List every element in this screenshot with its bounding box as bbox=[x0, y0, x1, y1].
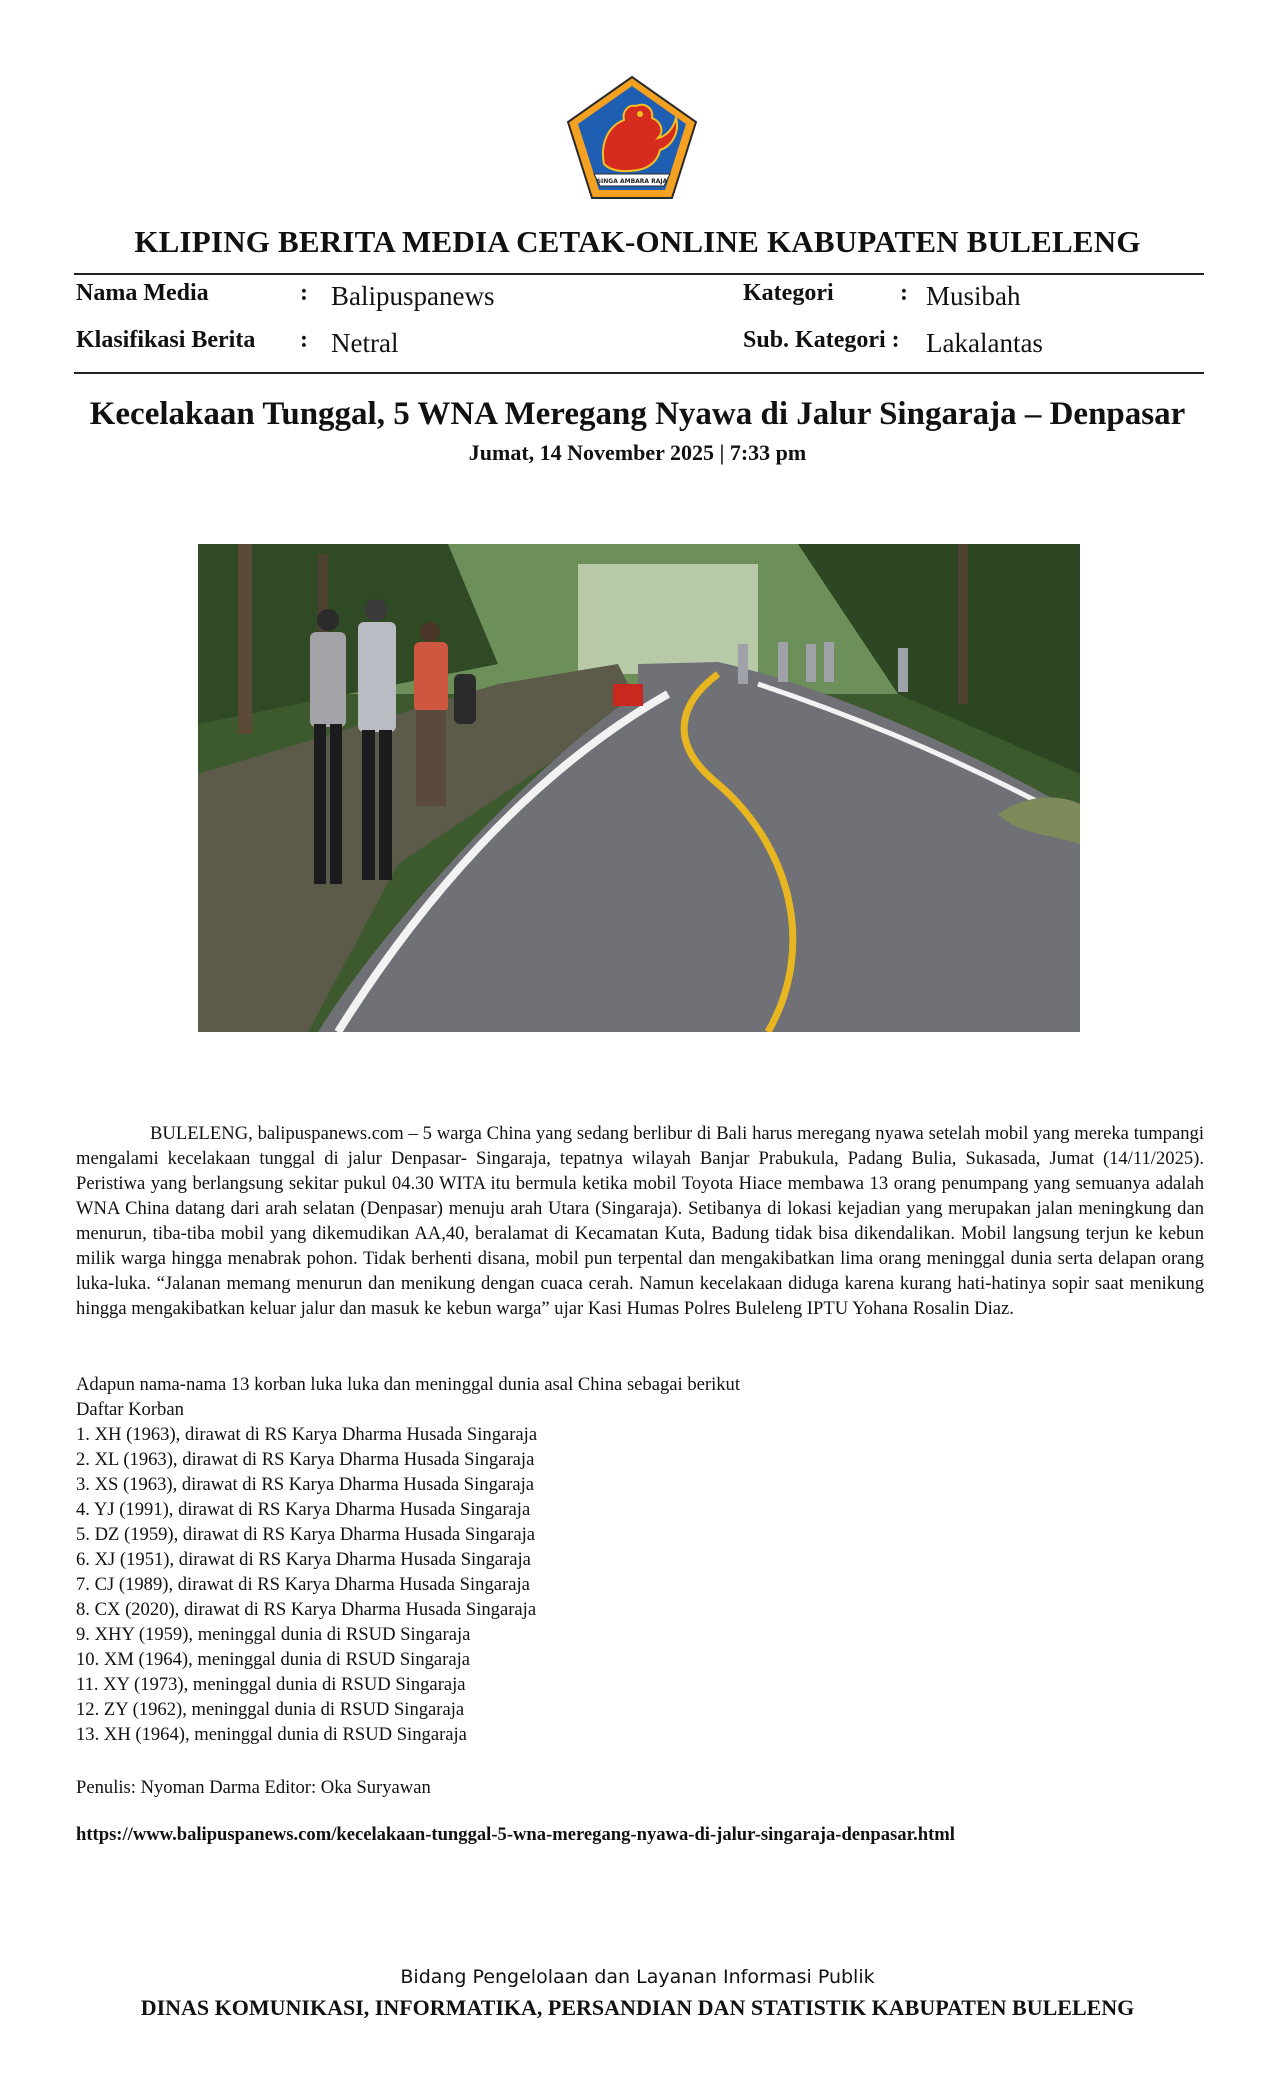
klasifikasi-label: Klasifikasi Berita bbox=[76, 327, 256, 353]
list-item: 11. XY (1973), meninggal dunia di RSUD Singaraja bbox=[76, 1674, 466, 1695]
list-title: Daftar Korban bbox=[76, 1399, 184, 1420]
nama-media-value: Balipuspanews bbox=[331, 281, 495, 311]
nama-media-colon: : bbox=[300, 280, 308, 306]
footer-department: Bidang Pengelolaan dan Layanan Informasi Publik bbox=[400, 1966, 875, 1988]
list-item: 9. XHY (1959), meninggal dunia di RSUD Singaraja bbox=[76, 1624, 471, 1645]
list-item: 13. XH (1964), meninggal dunia di RSUD Singaraja bbox=[76, 1724, 467, 1745]
list-item: 8. CX (2020), dirawat di RS Karya Dharma Husada Singaraja bbox=[76, 1599, 537, 1620]
source-url[interactable]: https://www.balipuspanews.com/kecelakaan-tunggal-5-wna-meregang-nyawa-di-jalur-singaraja-denpasar.html bbox=[76, 1824, 955, 1845]
sub-kategori-label: Sub. Kategori : bbox=[743, 327, 900, 353]
list-item: 6. XJ (1951), dirawat di RS Karya Dharma Husada Singaraja bbox=[76, 1549, 531, 1570]
list-item: 10. XM (1964), meninggal dunia di RSUD Singaraja bbox=[76, 1649, 471, 1670]
kategori-colon: : bbox=[900, 280, 908, 306]
list-item: 5. DZ (1959), dirawat di RS Karya Dharma Husada Singaraja bbox=[76, 1524, 536, 1545]
list-item: 12. ZY (1962), meninggal dunia di RSUD Singaraja bbox=[76, 1699, 465, 1720]
clipping-title: KLIPING BERITA MEDIA CETAK-ONLINE KABUPATEN BULELENG bbox=[134, 224, 1141, 259]
footer-agency: DINAS KOMUNIKASI, INFORMATIKA, PERSANDIAN DAN STATISTIK KABUPATEN BULELENG bbox=[140, 1995, 1135, 2020]
klasifikasi-colon: : bbox=[300, 327, 308, 353]
article-authors: Penulis: Nyoman Darma Editor: Oka Suryawan bbox=[76, 1777, 431, 1798]
divider-bottom bbox=[74, 372, 1204, 374]
kategori-label: Kategori bbox=[743, 280, 834, 306]
article-paragraph: BULELENG, balipuspanews.com – 5 warga China yang sedang berlibur di Bali harus meregang nyawa setelah mobil yang mereka tumpangi mengalami kecelakaan tunggal di jalur Denpasar- Singaraja, tepatnya wilayah Banjar Prabukula, Padang Bulia, Sukasada, Jumat (14/11/2025). Peristiwa yang berlangsung sekitar pukul 04.30 WITA itu bermula ketika mobil Toyota Hiace membawa 13 orang penumpang yang semuanya adalah WNA China datang dari arah selatan (Denpasar) menuju arah Utara (Singaraja). Setibanya di lokasi kejadian yang merupakan jalan meningkung dan menurun, tiba-tiba mobil yang dikemudikan AA,40, beralamat di Kecamatan Kuta, Badung tidak bisa dikendalikan. Mobil langsung terjun ke kebun milik warga hingga menabrak pohon. Tidak berhenti disana, mobil pun terpental dan mengakibatkan lima orang meninggal dunia serta delapan orang luka-luka. “Jalanan memang menurun dan menikung dengan cuaca cerah. Namun kecelakaan diduga karena kurang hati-hatinya sopir saat menikung hingga mengakibatkan keluar jalur dan masuk ke kebun warga” ujar Kasi Humas Polres Buleleng IPTU Yohana Rosalin Diaz. bbox=[76, 1123, 1204, 1319]
article-body bbox=[76, 1121, 1204, 1321]
list-item: 2. XL (1963), dirawat di RS Karya Dharma Husada Singaraja bbox=[76, 1449, 535, 1470]
list-item: 1. XH (1963), dirawat di RS Karya Dharma Husada Singaraja bbox=[76, 1424, 538, 1445]
sub-kategori-value: Lakalantas bbox=[926, 328, 1043, 358]
list-intro: Adapun nama-nama 13 korban luka luka dan meninggal dunia asal China sebagai berikut bbox=[76, 1374, 741, 1395]
article-headline: Kecelakaan Tunggal, 5 WNA Meregang Nyawa di Jalur Singaraja – Denpasar bbox=[89, 396, 1186, 432]
list-item: 7. CJ (1989), dirawat di RS Karya Dharma Husada Singaraja bbox=[76, 1574, 530, 1595]
klasifikasi-value: Netral bbox=[331, 328, 399, 358]
regency-logo bbox=[564, 74, 700, 202]
kategori-value: Musibah bbox=[926, 281, 1021, 311]
divider-top bbox=[74, 273, 1204, 275]
nama-media-label: Nama Media bbox=[76, 280, 209, 306]
article-photo bbox=[198, 544, 1080, 1032]
victim-list bbox=[76, 1372, 1204, 1747]
logo-motto: SINGA AMBARA RAJA bbox=[596, 178, 668, 185]
list-item: 3. XS (1963), dirawat di RS Karya Dharma Husada Singaraja bbox=[76, 1474, 535, 1495]
article-date: Jumat, 14 November 2025 | 7:33 pm bbox=[468, 440, 807, 465]
list-item: 4. YJ (1991), dirawat di RS Karya Dharma Husada Singaraja bbox=[76, 1499, 531, 1520]
